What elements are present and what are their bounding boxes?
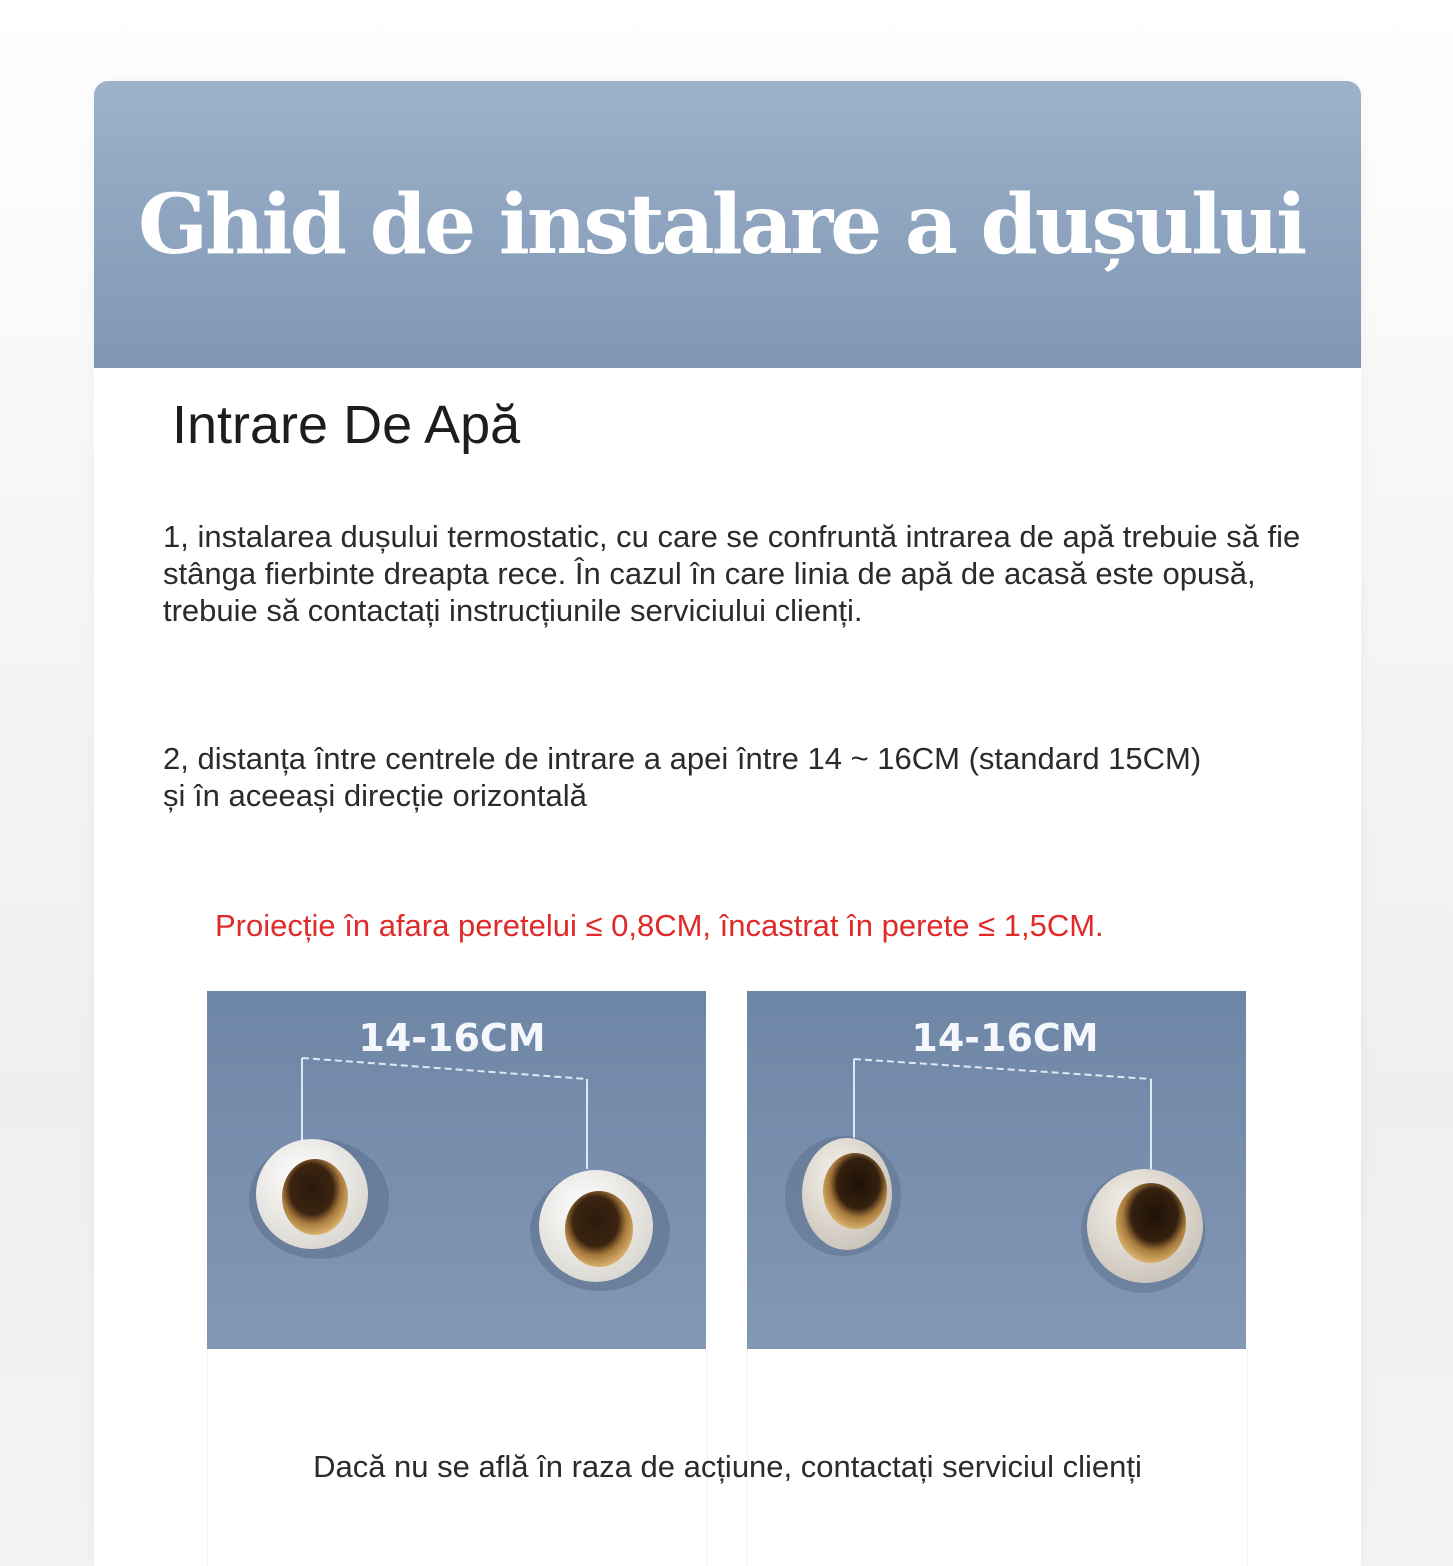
section-title: Intrare De Apă — [172, 395, 521, 455]
tolerance-note: Proiecție în afara peretelui ≤ 0,8CM, încastrat în perete ≤ 1,5CM. — [215, 908, 1104, 943]
instruction-paragraph-2: 2, distanța între centrele de intrare a apei între 14 ~ 16CM (standard 15CM) și în aceeași direcție orizontală — [163, 741, 1202, 813]
right-inlet-photo — [747, 991, 1246, 1349]
header-banner — [94, 81, 1361, 368]
guide-card — [94, 81, 1361, 1566]
right-inlet-illustration — [747, 991, 1246, 1349]
out-of-range-note: Dacă nu se află în raza de acțiune, contactați serviciul clienți — [313, 1449, 1142, 1484]
left-inlet-illustration — [207, 991, 706, 1349]
page-title: Ghid de instalare a dușului — [138, 177, 1305, 273]
dimension-label-right: 14-16CM — [911, 1016, 1099, 1060]
left-inlet-photo — [207, 991, 706, 1349]
dimension-label-left: 14-16CM — [358, 1016, 546, 1060]
instruction-paragraph-1: 1, instalarea dușului termostatic, cu care se confruntă intrarea de apă trebuie să fie stânga fierbinte dreapta rece. În cazul în care linia de apă de acasă este opusă, trebuie să contactați instrucțiunile serviciului clienți. — [163, 519, 1301, 628]
